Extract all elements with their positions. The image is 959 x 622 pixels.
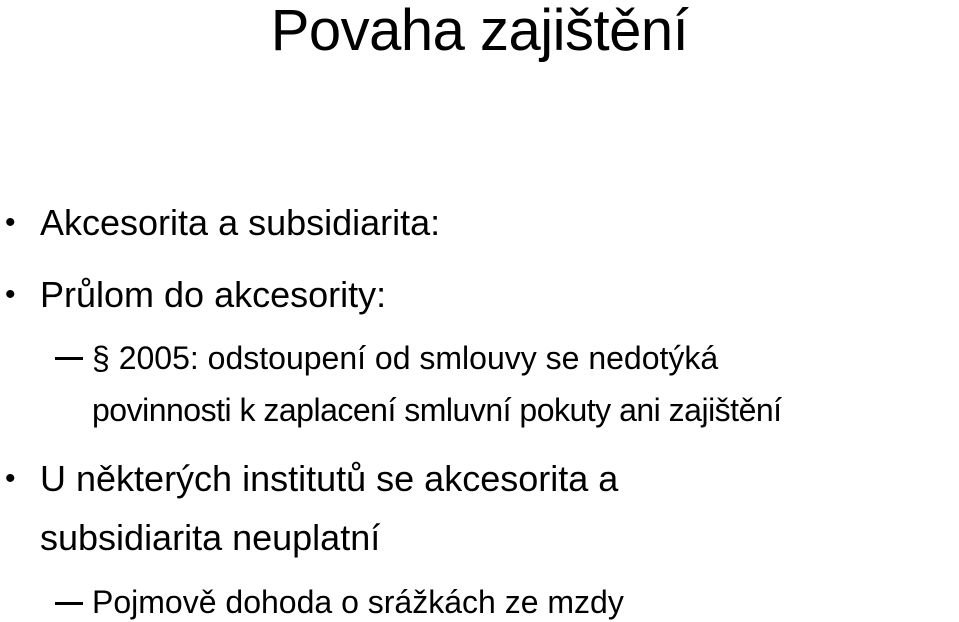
bullet-item-nektere-instituty-line2: subsidiarita neuplatní [40, 517, 381, 558]
bullet-item-prulom: Průlom do akcesority: [40, 274, 387, 315]
sub-item-paragraf-2005-line2: povinnosti k zaplacení smluvní pokuty ani zajištění [92, 392, 782, 428]
sub-item-paragraf-2005-line1: § 2005: odstoupení od smlouvy se nedotýká [92, 340, 719, 376]
slide-title: Povaha zajištění [270, 0, 689, 63]
dash-icon [55, 602, 83, 605]
bullet-icon: • [5, 462, 16, 495]
bullet-icon: • [5, 278, 16, 311]
sub-item-srazky-ze-mzdy: Pojmově dohoda o srážkách ze mzdy [92, 584, 624, 620]
bullet-icon: • [5, 206, 16, 239]
bullet-item-akcesorita: Akcesorita a subsidiarita: [40, 202, 441, 243]
dash-icon [55, 357, 83, 360]
bullet-item-nektere-instituty-line1: U některých institutů se akcesorita a [40, 458, 619, 499]
